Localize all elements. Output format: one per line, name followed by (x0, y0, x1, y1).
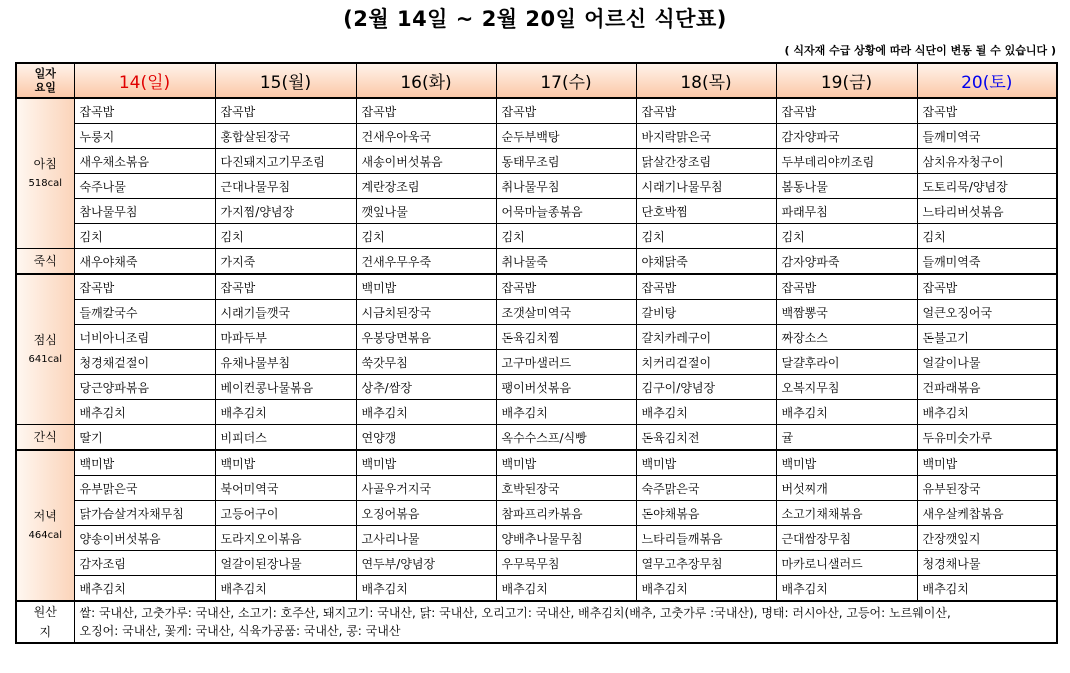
day-header-mon: 15(월) (215, 63, 356, 98)
header-row (16, 63, 1057, 98)
menu-item: 귤 (776, 425, 917, 451)
menu-item: 청경채겉절이 (74, 350, 215, 375)
dinner-row (16, 476, 1057, 501)
page-title: (2월 14일 ~ 2월 20일 어르신 식단표) (343, 7, 727, 31)
dinner-row (16, 551, 1057, 576)
snack-row (16, 425, 1057, 451)
menu-item: 옥수수스프/식빵 (496, 425, 636, 451)
menu-item: 삼치유자청구이 (917, 149, 1057, 174)
menu-item: 순두부백탕 (496, 124, 636, 149)
menu-item: 취나물무침 (496, 174, 636, 199)
menu-item: 얼갈이나물 (917, 350, 1057, 375)
menu-item: 돈야채볶음 (636, 501, 776, 526)
menu-item: 취나물죽 (496, 249, 636, 275)
menu-item: 백미밥 (496, 450, 636, 476)
menu-item: 고등어구이 (215, 501, 356, 526)
menu-item: 두유미숫가루 (917, 425, 1057, 451)
menu-item: 백미밥 (74, 450, 215, 476)
menu-item: 건새우아욱국 (356, 124, 496, 149)
menu-item: 양송이버섯볶음 (74, 526, 215, 551)
menu-item: 배추김치 (356, 400, 496, 425)
menu-item: 비피더스 (215, 425, 356, 451)
origin-label-line1: 원산 (33, 605, 57, 619)
menu-item: 유부된장국 (917, 476, 1057, 501)
menu-item: 얼갈이된장나물 (215, 551, 356, 576)
menu-item: 배추김치 (215, 400, 356, 425)
menu-item: 김치 (776, 224, 917, 249)
menu-item: 도라지오이볶음 (215, 526, 356, 551)
day-header-fri: 19(금) (776, 63, 917, 98)
menu-item: 북어미역국 (215, 476, 356, 501)
menu-item: 홍합살된장국 (215, 124, 356, 149)
menu-item: 깻잎나물 (356, 199, 496, 224)
day-header-sun: 14(일) (74, 63, 215, 98)
lunch-row (16, 375, 1057, 400)
menu-item: 백미밥 (356, 450, 496, 476)
menu-item: 잡곡밥 (356, 98, 496, 124)
menu-item: 시래기들깻국 (215, 300, 356, 325)
breakfast-label: 아침 (33, 156, 57, 171)
dinner-row (16, 501, 1057, 526)
menu-item: 김치 (74, 224, 215, 249)
lunch-calories: 641cal (28, 353, 62, 365)
menu-item: 시금치된장국 (356, 300, 496, 325)
menu-item: 새송이버섯볶음 (356, 149, 496, 174)
menu-item: 배추김치 (776, 400, 917, 425)
menu-item: 잡곡밥 (776, 98, 917, 124)
menu-item: 시래기나물무침 (636, 174, 776, 199)
menu-item: 감자조림 (74, 551, 215, 576)
menu-item: 배추김치 (636, 576, 776, 602)
menu-item: 배추김치 (496, 400, 636, 425)
breakfast-row (16, 149, 1057, 174)
menu-item: 팽이버섯볶음 (496, 375, 636, 400)
menu-item: 잡곡밥 (496, 274, 636, 300)
menu-item: 근대나물무침 (215, 174, 356, 199)
menu-item: 당근양파볶음 (74, 375, 215, 400)
menu-item: 갈치카레구이 (636, 325, 776, 350)
menu-item: 갈비탕 (636, 300, 776, 325)
origin-info (74, 601, 1057, 643)
menu-item: 잡곡밥 (636, 274, 776, 300)
dinner-row (16, 576, 1057, 602)
menu-item: 딸기 (74, 425, 215, 451)
lunch-label: 점심 (33, 332, 57, 347)
menu-item: 사골우거지국 (356, 476, 496, 501)
menu-item: 가지죽 (215, 249, 356, 275)
menu-item: 잡곡밥 (776, 274, 917, 300)
menu-item: 돈육김치찜 (496, 325, 636, 350)
menu-item: 배추김치 (636, 400, 776, 425)
menu-item: 참나물무침 (74, 199, 215, 224)
menu-item: 들깨미역국 (917, 124, 1057, 149)
breakfast-row (16, 224, 1057, 249)
menu-item: 잡곡밥 (215, 274, 356, 300)
menu-item: 파래무침 (776, 199, 917, 224)
breakfast-label-cell (16, 98, 74, 249)
menu-item: 베이컨콩나물볶음 (215, 375, 356, 400)
menu-item: 양배추나물무침 (496, 526, 636, 551)
menu-item: 건새우무우죽 (356, 249, 496, 275)
menu-item: 돈불고기 (917, 325, 1057, 350)
menu-item: 숙주나물 (74, 174, 215, 199)
menu-item: 연양갱 (356, 425, 496, 451)
lunch-row (16, 350, 1057, 375)
menu-item: 마파두부 (215, 325, 356, 350)
menu-item: 배추김치 (917, 400, 1057, 425)
dinner-label-cell (16, 450, 74, 601)
origin-line-2: 오징어: 국내산, 꽃게: 국내산, 식육가공품: 국내산, 콩: 국내산 (79, 624, 401, 638)
menu-item: 열무고추장무침 (636, 551, 776, 576)
menu-item: 잡곡밥 (636, 98, 776, 124)
menu-item: 치커리겉절이 (636, 350, 776, 375)
menu-item: 근대쌈장무침 (776, 526, 917, 551)
menu-item: 배추김치 (356, 576, 496, 602)
menu-item: 건파래볶음 (917, 375, 1057, 400)
snack-label: 간식 (16, 425, 74, 451)
menu-item: 조갯살미역국 (496, 300, 636, 325)
menu-item: 잡곡밥 (917, 274, 1057, 300)
menu-item: 잡곡밥 (74, 98, 215, 124)
menu-item: 호박된장국 (496, 476, 636, 501)
breakfast-row (16, 124, 1057, 149)
menu-item: 김치 (496, 224, 636, 249)
menu-item: 느타리버섯볶음 (917, 199, 1057, 224)
menu-item: 도토리묵/양념장 (917, 174, 1057, 199)
menu-item: 감자양파죽 (776, 249, 917, 275)
menu-item: 백미밥 (917, 450, 1057, 476)
menu-item: 오복지무침 (776, 375, 917, 400)
lunch-row (16, 300, 1057, 325)
menu-item: 백미밥 (215, 450, 356, 476)
menu-item: 오징어볶음 (356, 501, 496, 526)
menu-item: 고구마샐러드 (496, 350, 636, 375)
menu-item: 간장깻잎지 (917, 526, 1057, 551)
menu-item: 백미밥 (776, 450, 917, 476)
day-header-thu: 18(목) (636, 63, 776, 98)
menu-item: 청경채나물 (917, 551, 1057, 576)
menu-item: 계란장조림 (356, 174, 496, 199)
day-header-tue: 16(화) (356, 63, 496, 98)
corner-date-label: 일자 (34, 66, 56, 80)
menu-item: 짜장소스 (776, 325, 917, 350)
menu-item: 가지찜/양념장 (215, 199, 356, 224)
menu-item: 김치 (356, 224, 496, 249)
menu-item: 백미밥 (636, 450, 776, 476)
menu-item: 배추김치 (776, 576, 917, 602)
menu-item: 배추김치 (74, 576, 215, 602)
lunch-row (16, 274, 1057, 300)
menu-item: 새우살케찹볶음 (917, 501, 1057, 526)
breakfast-row (16, 174, 1057, 199)
day-header-wed: 17(수) (496, 63, 636, 98)
menu-item: 우봉당면볶음 (356, 325, 496, 350)
menu-item: 배추김치 (496, 576, 636, 602)
corner-weekday-label: 요일 (34, 80, 56, 94)
porridge-row (16, 249, 1057, 275)
menu-item: 닭가슴살겨자채무침 (74, 501, 215, 526)
menu-item: 유채나물부침 (215, 350, 356, 375)
menu-item: 참파프리카볶음 (496, 501, 636, 526)
menu-item: 들깨미역죽 (917, 249, 1057, 275)
origin-label-line2: 지 (39, 625, 52, 639)
menu-item: 유부맑은국 (74, 476, 215, 501)
menu-item: 김치 (636, 224, 776, 249)
menu-item: 고사리나물 (356, 526, 496, 551)
menu-item: 동태무조림 (496, 149, 636, 174)
menu-item: 상추/쌈장 (356, 375, 496, 400)
menu-item: 돈육김치전 (636, 425, 776, 451)
change-notice: ( 식자재 수급 상황에 따라 식단이 변동 될 수 있습니다 ) (784, 44, 1056, 57)
menu-item: 어묵마늘종볶음 (496, 199, 636, 224)
dinner-calories: 464cal (28, 529, 62, 541)
origin-label (16, 601, 74, 643)
menu-item: 달걀후라이 (776, 350, 917, 375)
meal-plan-table (15, 62, 1058, 644)
porridge-label: 죽식 (16, 249, 74, 275)
menu-item: 소고기채채볶음 (776, 501, 917, 526)
menu-item: 쑥갓무침 (356, 350, 496, 375)
menu-item: 숙주맑은국 (636, 476, 776, 501)
menu-item: 새우야채죽 (74, 249, 215, 275)
menu-item: 백짬뽕국 (776, 300, 917, 325)
menu-item: 우무묵무침 (496, 551, 636, 576)
menu-item: 김구이/양념장 (636, 375, 776, 400)
menu-item: 야채닭죽 (636, 249, 776, 275)
menu-item: 두부데리야끼조림 (776, 149, 917, 174)
menu-item: 김치 (917, 224, 1057, 249)
origin-line-1: 쌀: 국내산, 고춧가루: 국내산, 소고기: 호주산, 돼지고기: 국내산, 닭: 국내산, 오리고기: 국내산, 배추김치(배추, 고춧가루 :국내산), 명태: 러시아산, 고등어: 노르웨이산, (79, 606, 951, 620)
menu-item: 바지락맑은국 (636, 124, 776, 149)
menu-item: 마카로니샐러드 (776, 551, 917, 576)
lunch-row (16, 325, 1057, 350)
menu-item: 배추김치 (74, 400, 215, 425)
menu-item: 들깨칼국수 (74, 300, 215, 325)
menu-item: 잡곡밥 (917, 98, 1057, 124)
dinner-row (16, 526, 1057, 551)
breakfast-row (16, 199, 1057, 224)
menu-item: 얼큰오징어국 (917, 300, 1057, 325)
breakfast-calories: 518cal (28, 177, 62, 189)
dinner-row (16, 450, 1057, 476)
dinner-label: 저녁 (33, 508, 57, 523)
lunch-label-cell (16, 274, 74, 425)
menu-item: 느타리들깨볶음 (636, 526, 776, 551)
menu-item: 배추김치 (215, 576, 356, 602)
menu-item: 버섯찌개 (776, 476, 917, 501)
menu-item: 감자양파국 (776, 124, 917, 149)
menu-item: 김치 (215, 224, 356, 249)
lunch-row (16, 400, 1057, 425)
menu-item: 단호박찜 (636, 199, 776, 224)
breakfast-row (16, 98, 1057, 124)
menu-item: 너비아니조림 (74, 325, 215, 350)
menu-item: 잡곡밥 (74, 274, 215, 300)
menu-item: 닭살간장조림 (636, 149, 776, 174)
menu-item: 연두부/양념장 (356, 551, 496, 576)
menu-item: 잡곡밥 (496, 98, 636, 124)
day-header-sat: 20(토) (917, 63, 1057, 98)
menu-item: 배추김치 (917, 576, 1057, 602)
menu-item: 백미밥 (356, 274, 496, 300)
origin-row (16, 601, 1057, 643)
menu-item: 잡곡밥 (215, 98, 356, 124)
menu-item: 누룽지 (74, 124, 215, 149)
menu-item: 새우채소볶음 (74, 149, 215, 174)
date-weekday-corner (16, 63, 74, 98)
menu-item: 다진돼지고기무조림 (215, 149, 356, 174)
menu-item: 봄동나물 (776, 174, 917, 199)
